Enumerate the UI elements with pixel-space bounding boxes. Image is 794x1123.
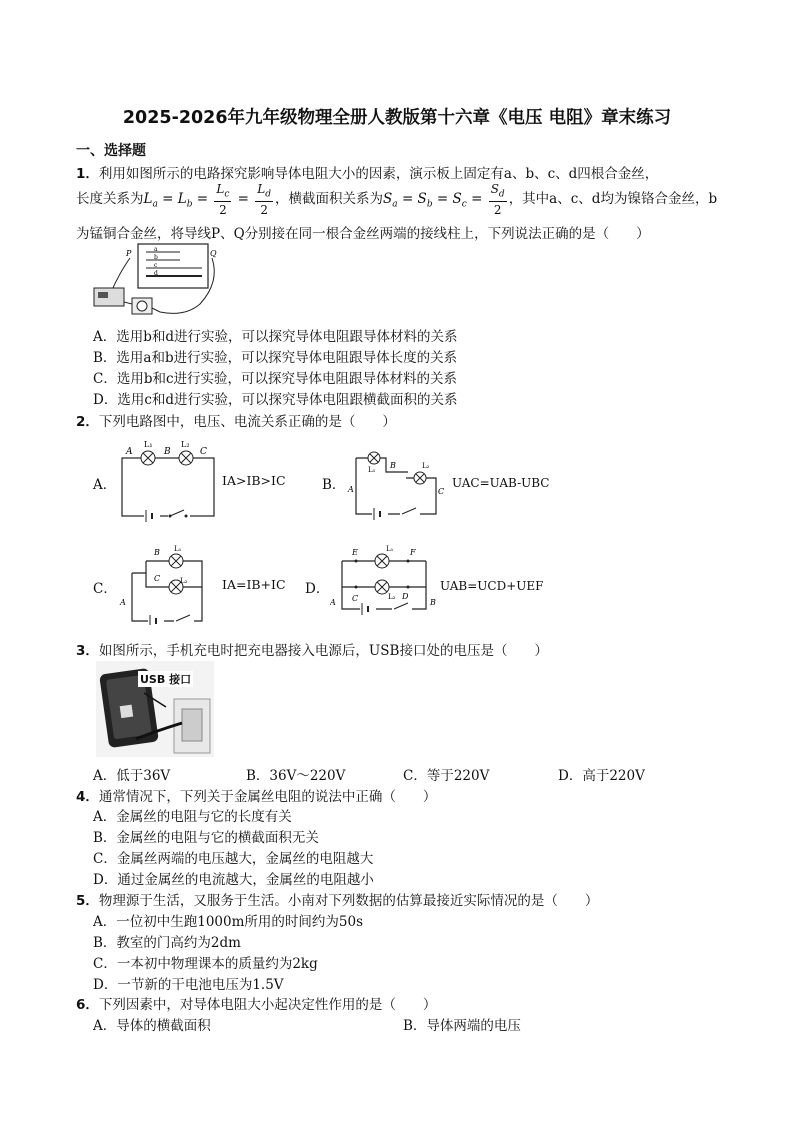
q6-number: 6． <box>76 997 99 1013</box>
q1-option-a: A．选用b和d进行实验，可以探究导体电阻跟导体材料的关系 <box>93 329 458 345</box>
q2-relation-d: UAB=UCD+UEF <box>440 579 544 593</box>
q6-stem-line <box>76 993 436 1013</box>
svg-text:P: P <box>126 249 132 258</box>
svg-text:C: C <box>352 594 359 603</box>
svg-text:L₁: L₁ <box>174 545 182 553</box>
q4-stem: 通常情况下，下列关于金属丝电阻的说法中正确（ ） <box>98 789 437 805</box>
q1-length-relation: $L_a = L_b$ = $\frac{L_c}{2}$ = $\frac{L_d}{2}$ <box>143 181 272 218</box>
svg-text:A: A <box>120 598 126 607</box>
q2-circuit-c <box>118 543 218 625</box>
q3-usb-label: USB 接口 <box>140 673 192 686</box>
svg-text:L₂: L₂ <box>388 593 396 601</box>
svg-text:L₂: L₂ <box>181 440 190 449</box>
svg-text:F: F <box>410 548 416 557</box>
q4-option-b: B．金属丝的电阻与它的横截面积无关 <box>93 830 319 846</box>
svg-text:L₂: L₂ <box>422 462 430 470</box>
q1-stem-line3: 为锰铜合金丝，将导线P、Q分别接在同一根合金丝两端的接线柱上，下列说法正确的是（ ） <box>76 226 650 242</box>
svg-text:L₁: L₁ <box>368 466 376 474</box>
q2-relation-a: IA>IB>IC <box>222 473 286 488</box>
svg-text:C: C <box>200 447 207 457</box>
q1-apparatus-figure <box>90 242 230 324</box>
svg-text:L₁: L₁ <box>386 545 394 553</box>
q1-stem-line1: 利用如图所示的电路探究影响导体电阻大小的因素，演示板上固定有a、b、c、d四根合金丝， <box>98 166 659 182</box>
q2-label-b: B． <box>322 477 346 493</box>
svg-text:L₁: L₁ <box>144 440 153 449</box>
q3-phone-charging-photo <box>96 661 214 757</box>
q1-option-b: B．选用a和b进行实验，可以探究导体电阻跟导体长度的关系 <box>93 350 458 366</box>
q4-option-a: A．金属丝的电阻与它的长度有关 <box>93 809 292 825</box>
q2-circuit-a <box>118 438 218 522</box>
q5-option-b: B．教室的门高约为2dm <box>93 935 241 951</box>
svg-text:E: E <box>352 548 358 557</box>
q2-relation-c: IA=IB+IC <box>222 577 286 592</box>
q2-circuit-d <box>330 543 436 625</box>
q4-number: 4． <box>76 789 99 805</box>
q4-stem-line <box>76 785 436 805</box>
svg-text:d: d <box>154 270 158 277</box>
q1-option-c: C．选用b和c进行实验，可以探究导体电阻跟导体材料的关系 <box>93 371 458 387</box>
svg-text:B: B <box>154 548 160 557</box>
q5-stem-line <box>76 889 598 909</box>
q3-option-a: A．低于36V <box>93 768 171 784</box>
svg-text:L₂: L₂ <box>180 577 188 585</box>
q4-option-d: D．通过金属丝的电流越大，金属丝的电阻越小 <box>93 872 374 888</box>
q3-option-b: B．36V～220V <box>246 768 346 784</box>
q1-stem-line2-post: ，其中a、c、d均为镍铬合金丝，b <box>508 191 718 207</box>
q5-number: 5． <box>76 893 99 909</box>
q5-option-d: D．一节新的干电池电压为1.5V <box>93 977 284 993</box>
svg-text:A: A <box>348 485 354 494</box>
q3-stem-line <box>76 639 548 659</box>
q3-option-c: C．等于220V <box>403 768 490 784</box>
q1-stem-line2-pre: 长度关系为 <box>76 191 144 207</box>
svg-text:B: B <box>390 461 396 470</box>
svg-text:c: c <box>154 262 158 269</box>
q1-number: 1． <box>76 166 99 182</box>
svg-text:A: A <box>330 598 336 607</box>
q5-option-a: A．一位初中生跑1000m所用的时间约为50s <box>93 914 364 930</box>
svg-text:C: C <box>438 487 445 496</box>
q2-label-c: C． <box>93 581 117 597</box>
q1-line1 <box>76 162 658 182</box>
svg-text:C: C <box>154 574 161 583</box>
svg-text:a: a <box>154 246 158 253</box>
svg-text:b: b <box>154 254 158 261</box>
q4-option-c: C．金属丝两端的电压越大，金属丝的电阻越大 <box>93 851 374 867</box>
q5-option-c: C．一本初中物理课本的质量约为2kg <box>93 956 318 972</box>
q1-area-relation: $S_a = S_b = S_c$ = $\frac{S_d}{2}$ <box>383 181 505 218</box>
q6-option-a: A．导体的横截面积 <box>93 1018 211 1034</box>
q6-option-b: B．导体两端的电压 <box>403 1018 521 1034</box>
q6-stem: 下列因素中，对导体电阻大小起决定性作用的是（ ） <box>98 997 437 1013</box>
q1-option-d: D．选用c和d进行实验，可以探究导体电阻跟横截面积的关系 <box>93 392 458 408</box>
q2-relation-b: UAC=UAB-UBC <box>452 476 550 490</box>
q3-number: 3． <box>76 643 99 659</box>
q2-stem-line <box>76 410 396 430</box>
q1-stem-line2-mid: ，横截面积关系为 <box>275 191 384 207</box>
q2-stem: 下列电路图中，电压、电流关系正确的是（ ） <box>98 414 396 430</box>
q2-number: 2． <box>76 414 99 430</box>
section-heading: 一、选择题 <box>76 143 146 159</box>
q3-option-d: D．高于220V <box>558 768 645 784</box>
q2-label-d: D． <box>305 581 330 597</box>
svg-text:D: D <box>402 592 409 601</box>
q1-line2 <box>76 182 717 222</box>
svg-text:B: B <box>164 447 171 457</box>
svg-text:A: A <box>126 447 133 457</box>
q5-stem: 物理源于生活，又服务于生活。小南对下列数据的估算最接近实际情况的是（ ） <box>98 893 599 909</box>
svg-text:Q: Q <box>210 249 217 258</box>
q2-circuit-b <box>346 438 446 522</box>
q2-label-a: A． <box>93 477 117 493</box>
page-title: 2025-2026年九年级物理全册人教版第十六章《电压 电阻》章末练习 <box>122 108 672 128</box>
svg-text:B: B <box>430 598 436 607</box>
q3-stem: 如图所示，手机充电时把充电器接入电源后，USB接口处的电压是（ ） <box>98 643 548 659</box>
